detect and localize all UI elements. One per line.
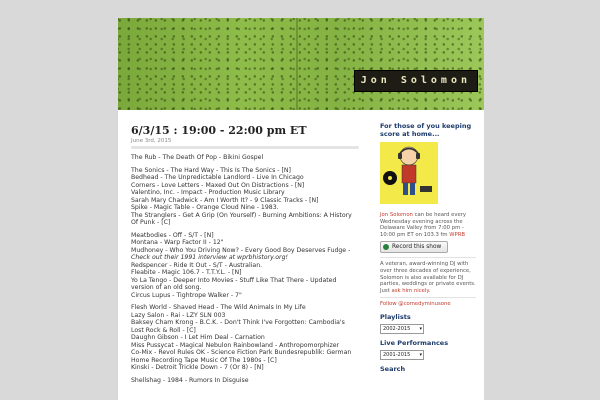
site-banner[interactable] (118, 18, 484, 110)
search-title: Search (380, 365, 406, 374)
track-line: Kinski - Detroit Trickle Down - 7 (Or 8) - [N] (131, 364, 264, 371)
banner-seam (296, 18, 298, 110)
bio-body: can be heard every Wednesday evening across the Delaware Valley from 7:00 pm - 10:00 pm ET on 103.3 fm (380, 212, 467, 238)
bio-name-link[interactable]: Jon Solomon (380, 212, 413, 218)
follow-link[interactable]: Follow @comedyminusone (380, 301, 451, 308)
playlist-paragraph (131, 304, 359, 372)
station-link[interactable]: WPRB (449, 231, 466, 238)
track-line: Shellshag - 1984 - Rumors In Disguise (131, 376, 249, 384)
bio-text (380, 212, 476, 238)
playlist-paragraph (131, 154, 359, 162)
track-line: The Stranglers - Get A Grip (On Yourself) - Burning Ambitions: A History Of Punk - [C] (131, 211, 352, 226)
track-line: Meatbodies - Off - S/T - [N] (131, 231, 214, 239)
playlists-select[interactable] (380, 324, 424, 334)
about-text: A veteran, award-winning DJ with over three decades of experience, Solomon is also available for DJ parties, weddings or private events. Just ask him nicely. (380, 261, 476, 294)
track-line: Redspencer - Ride It Out - S/T - Australian. (131, 261, 263, 269)
playlists-selected: 2002-2015 (383, 326, 411, 333)
track-line: Miss Pussycat - Magical Nebulon Rainbowland - Anthropomorphizer (131, 341, 340, 349)
track-line: Lazy Salon - Rai - LZY SLN 003 (131, 311, 226, 319)
track-line: Co-Mix - Revol Rules OK - Science Fiction Park Bundesrepublik: German Home Recording Tape Music Of The 1980s - [C] (131, 349, 352, 364)
ask-link[interactable]: ask him nicely (391, 287, 429, 294)
record-icon (383, 244, 389, 250)
track-line: Montana - Warp Factor II - 12" (131, 239, 224, 246)
track-line: Valentino, Inc. - Impact - Production Music Library (131, 189, 285, 196)
playlist-paragraph (131, 167, 359, 227)
track-line: Flesh World - Shaved Head - The Wild Animals In My Life (131, 304, 306, 311)
post-title[interactable]: 6/3/15 : 19:00 - 22:00 pm ET (131, 124, 307, 137)
post-divider (131, 146, 359, 149)
playlists-title: Playlists (380, 313, 411, 322)
track-line: Daughn Gibson - I Let Him Deal - Carnation (131, 334, 265, 341)
record-show-button[interactable] (380, 241, 448, 253)
post-column (131, 122, 359, 389)
track-note[interactable]: Check out their 1991 interview at wprbhistory.org! (131, 254, 288, 261)
sidebar-divider (380, 297, 476, 298)
live-select[interactable] (380, 350, 424, 360)
dj-cartoon-icon (380, 142, 438, 204)
track-line: Baksey Cham Krong - B.C.K. - Don't Think I've Forgotten: Cambodia's Lost Rock & Roll - [C] (131, 319, 345, 334)
chevron-down-icon: ▾ (419, 352, 422, 359)
track-line: Sarah Mary Chadwick - Am I Worth It? - 9 Classic Tracks - [N] (131, 196, 319, 204)
site-name: Jon Solomon (354, 70, 478, 92)
page-container (118, 18, 484, 400)
track-line: Bedhead - The Unpredictable Landlord - Live In Chicago (131, 174, 304, 181)
record-label: Record this show (392, 244, 442, 251)
about-body: A veteran, award-winning DJ with over three decades of experience, Solomon is also available for DJ parties, weddings or private events. Just (380, 261, 476, 294)
live-title: Live Performances (380, 339, 449, 348)
track-line: Yo La Tengo - Deeper Into Movies - Stuff Like That There - Updated version of an old song. (131, 276, 337, 291)
chevron-down-icon: ▾ (419, 326, 422, 333)
live-selected: 2001-2015 (383, 352, 411, 359)
sidebar (380, 122, 476, 376)
track-line: Spike - Magic Table - Orange Cloud Nine - 1983. (131, 204, 279, 211)
playlist-paragraph (131, 232, 359, 300)
track-line: The Rub - The Death Of Pop - Bikini Gospel (131, 154, 264, 161)
sidebar-divider (380, 257, 476, 258)
track-line: Fleabite - Magic 106.7 - T.T.Y.L. - [N] (131, 269, 242, 276)
sidebar-heading: For those of you keeping score at home... (380, 122, 472, 138)
track-line: Mudhoney - Who You Driving Now? - Every Good Boy Deserves Fudge - (131, 246, 351, 254)
playlist-paragraph (131, 377, 359, 385)
post-date: June 3rd, 2015 (131, 138, 172, 144)
track-line: Circus Lupus - Tightrope Walker - 7" (131, 291, 242, 299)
track-line: The Sonics - The Hard Way - This Is The Sonics - [N] (131, 166, 291, 174)
track-line: Corners - Love Letters - Maxed Out On Distractions - [N] (131, 181, 305, 189)
